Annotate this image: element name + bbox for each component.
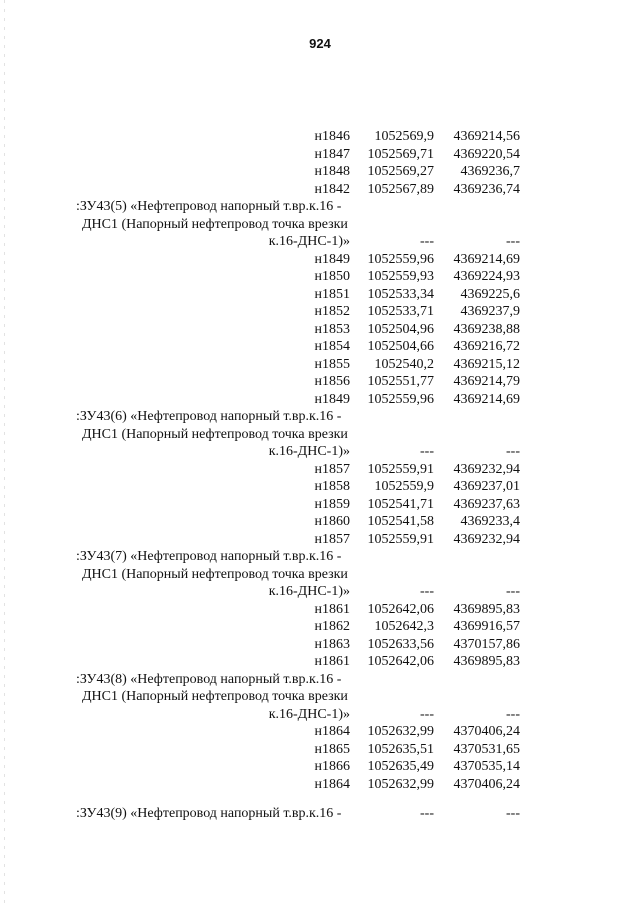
- point-id: н1851: [314, 286, 350, 302]
- point-row: [72, 373, 520, 391]
- scan-edge: [4, 0, 5, 905]
- point-id: н1848: [314, 164, 350, 179]
- parcel-section: [72, 408, 520, 548]
- point-row: [72, 741, 520, 759]
- point-id: н1862: [314, 619, 350, 634]
- point-x: 1052635,51: [367, 741, 434, 757]
- section-title-line: к.16-ДНС-1)»: [268, 706, 350, 722]
- dash-y: ---: [506, 806, 520, 821]
- point-id: н1857: [314, 461, 350, 477]
- point-y: 4370157,86: [453, 636, 520, 652]
- dash-x: ---: [420, 706, 434, 722]
- point-id: н1866: [314, 759, 350, 774]
- dash-y: ---: [506, 584, 520, 599]
- dash-y: ---: [506, 706, 520, 722]
- point-y: 4369232,94: [453, 461, 520, 477]
- section-title-line: к.16-ДНС-1)»: [268, 444, 350, 459]
- point-row: [72, 391, 520, 409]
- point-id: н1855: [314, 356, 350, 372]
- section-title-line: ДНС1 (Напорный нефтепровод точка врезки: [82, 216, 348, 232]
- point-row: [72, 531, 520, 549]
- point-row: [72, 338, 520, 356]
- point-row: [72, 478, 520, 496]
- point-row: [72, 496, 520, 514]
- point-x: 1052559,96: [367, 251, 434, 267]
- point-x: 1052642,06: [367, 601, 434, 617]
- point-row: [72, 618, 520, 636]
- point-row: [72, 636, 520, 654]
- point-id: н1860: [314, 514, 350, 529]
- section-title-line: :ЗУ43(5) «Нефтепровод напорный т.вр.к.16 -: [76, 199, 342, 214]
- point-id: н1864: [314, 776, 350, 792]
- point-x: 1052635,49: [367, 759, 434, 774]
- point-row: [72, 303, 520, 321]
- point-id: н1847: [314, 146, 350, 162]
- point-x: 1052642,06: [367, 654, 434, 669]
- point-x: 1052569,27: [367, 164, 434, 179]
- point-row: [72, 268, 520, 286]
- point-row: [72, 758, 520, 776]
- point-id: н1859: [314, 496, 350, 512]
- section-title-line: к.16-ДНС-1)»: [268, 234, 350, 249]
- point-x: 1052504,96: [367, 321, 434, 337]
- point-x: 1052632,99: [367, 724, 434, 739]
- point-y: 4369220,54: [453, 146, 520, 162]
- point-id: н1865: [314, 741, 350, 757]
- coordinates-document: [72, 128, 520, 823]
- parcel-section: [72, 548, 520, 671]
- point-x: 1052569,9: [374, 129, 434, 144]
- section-title-last-line: [72, 583, 520, 601]
- point-y: 4369214,69: [453, 391, 520, 407]
- point-x: 1052642,3: [374, 619, 434, 634]
- point-row: [72, 146, 520, 164]
- point-y: 4370406,24: [453, 724, 520, 739]
- point-y: 4369225,6: [460, 286, 520, 302]
- point-y: 4369215,12: [453, 356, 520, 372]
- point-y: 4369238,88: [453, 321, 520, 337]
- point-x: 1052541,71: [367, 496, 434, 512]
- point-id: н1849: [314, 391, 350, 407]
- point-y: 4369236,74: [453, 181, 520, 197]
- point-x: 1052504,66: [367, 339, 434, 354]
- dash-x: ---: [420, 806, 434, 821]
- point-row: [72, 723, 520, 741]
- point-id: н1861: [314, 654, 350, 669]
- section-title-last-line: [72, 706, 520, 724]
- section-title-line: :ЗУ43(7) «Нефтепровод напорный т.вр.к.16 -: [76, 549, 342, 564]
- point-x: 1052540,2: [374, 356, 434, 372]
- parcel-section: [72, 198, 520, 408]
- point-y: 4369214,69: [453, 251, 520, 267]
- point-x: 1052633,56: [367, 636, 434, 652]
- point-x: 1052533,34: [367, 286, 434, 302]
- point-row: [72, 321, 520, 339]
- parcel-section-start: [72, 805, 520, 823]
- point-id: н1846: [314, 129, 350, 144]
- point-y: 4369237,9: [460, 304, 520, 319]
- top-point-list: [72, 128, 520, 198]
- point-id: н1852: [314, 304, 350, 319]
- point-id: н1842: [314, 181, 350, 197]
- point-row: [72, 181, 520, 199]
- point-id: н1850: [314, 269, 350, 284]
- point-y: 4369214,56: [453, 129, 520, 144]
- point-x: 1052569,71: [367, 146, 434, 162]
- point-y: 4369916,57: [453, 619, 520, 634]
- point-x: 1052559,96: [367, 391, 434, 407]
- point-id: н1849: [314, 251, 350, 267]
- section-title-last-line: [72, 233, 520, 251]
- point-y: 4369232,94: [453, 531, 520, 547]
- point-row: [72, 776, 520, 794]
- point-row: [72, 163, 520, 181]
- point-id: н1864: [314, 724, 350, 739]
- point-y: 4369224,93: [453, 269, 520, 284]
- point-id: н1856: [314, 374, 350, 389]
- point-y: 4369233,4: [460, 514, 520, 529]
- point-y: 4369236,7: [460, 164, 520, 179]
- point-x: 1052567,89: [367, 181, 434, 197]
- point-y: 4369895,83: [453, 654, 520, 669]
- point-id: н1853: [314, 321, 350, 337]
- point-y: 4369237,63: [453, 496, 520, 512]
- dash-y: ---: [506, 444, 520, 459]
- point-x: 1052559,91: [367, 531, 434, 547]
- point-x: 1052559,93: [367, 269, 434, 284]
- section-title-line: :ЗУ43(6) «Нефтепровод напорный т.вр.к.16 -: [76, 409, 342, 424]
- point-id: н1858: [314, 479, 350, 494]
- point-row: [72, 601, 520, 619]
- parcel-section: [72, 671, 520, 794]
- point-y: 4369214,79: [453, 374, 520, 389]
- point-y: 4370406,24: [453, 776, 520, 792]
- point-x: 1052559,91: [367, 461, 434, 477]
- point-x: 1052559,9: [374, 479, 434, 494]
- point-row: [72, 513, 520, 531]
- section-title-line: :ЗУ43(8) «Нефтепровод напорный т.вр.к.16 -: [76, 671, 342, 687]
- point-row: [72, 356, 520, 374]
- dash-x: ---: [420, 584, 434, 599]
- point-x: 1052533,71: [367, 304, 434, 319]
- point-y: 4369216,72: [453, 339, 520, 354]
- point-row: [72, 286, 520, 304]
- dash-y: ---: [506, 234, 520, 249]
- section-title-last-line: [72, 443, 520, 461]
- dash-x: ---: [420, 234, 434, 249]
- point-row: [72, 251, 520, 269]
- section-title-line: ДНС1 (Напорный нефтепровод точка врезки: [82, 426, 348, 442]
- point-id: н1861: [314, 601, 350, 617]
- section-title-line: к.16-ДНС-1)»: [268, 584, 350, 599]
- point-row: [72, 653, 520, 671]
- spacer: [72, 793, 520, 805]
- point-id: н1863: [314, 636, 350, 652]
- point-id: н1857: [314, 531, 350, 547]
- point-x: 1052541,58: [367, 514, 434, 529]
- point-id: н1854: [314, 339, 350, 354]
- point-x: 1052632,99: [367, 776, 434, 792]
- page-number: 924: [309, 36, 331, 51]
- section-title-line: :ЗУ43(9) «Нефтепровод напорный т.вр.к.16 -: [76, 806, 342, 821]
- point-y: 4369237,01: [453, 479, 520, 494]
- dash-x: ---: [420, 444, 434, 459]
- point-y: 4370531,65: [453, 741, 520, 757]
- section-title-line: ДНС1 (Напорный нефтепровод точка врезки: [82, 566, 348, 582]
- point-row: [72, 128, 520, 146]
- point-x: 1052551,77: [367, 374, 434, 389]
- point-y: 4369895,83: [453, 601, 520, 617]
- section-title-line: ДНС1 (Напорный нефтепровод точка врезки: [82, 689, 348, 704]
- point-row: [72, 461, 520, 479]
- point-y: 4370535,14: [453, 759, 520, 774]
